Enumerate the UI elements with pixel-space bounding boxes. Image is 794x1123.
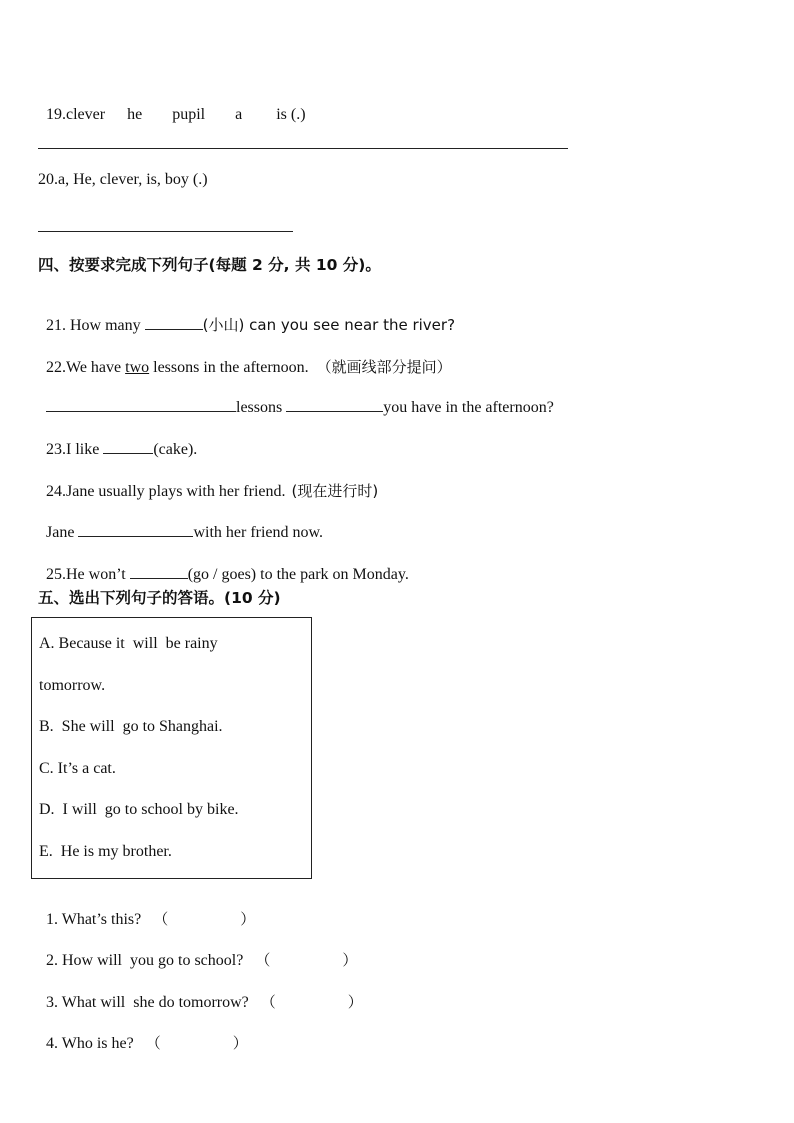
q23-text-post: (cake). — [153, 441, 198, 458]
option-b: B. She will go to Shanghai. — [39, 718, 223, 735]
q22-answer-row — [38, 379, 554, 417]
match-question-text: 1. What’s this? — [46, 911, 142, 928]
option-a-continued: tomorrow. — [39, 677, 106, 694]
q22-blank-1[interactable] — [46, 397, 236, 412]
q22-text-post: lessons in the afternoon. — [149, 359, 309, 376]
match-question-1 — [38, 890, 255, 929]
section-5-heading: 五、选出下列句子的答语。(10 分) — [38, 589, 281, 607]
q19-word: he — [127, 106, 143, 123]
answer-paren-open: （ — [153, 910, 169, 928]
question-19 — [38, 88, 306, 124]
q19-word: is (.) — [276, 106, 306, 123]
answer-paren-close: ） — [240, 910, 256, 928]
question-24 — [38, 462, 378, 501]
match-question-2 — [38, 931, 357, 970]
q22-blank-2[interactable] — [286, 397, 383, 412]
match-question-text: 3. What will she do tomorrow? — [46, 994, 249, 1011]
answer-paren-close: ） — [342, 951, 358, 969]
answer-paren-close: ） — [232, 1034, 248, 1052]
q22-underlined-word: two — [125, 359, 150, 376]
q19-answer-line[interactable] — [38, 148, 568, 149]
q24-answer-post: with her friend now. — [193, 524, 324, 541]
question-22 — [38, 338, 452, 377]
q22-answer-mid: lessons — [236, 399, 287, 416]
q22-text: 22.We have — [46, 359, 126, 376]
question-23 — [38, 421, 197, 459]
q25-blank[interactable] — [130, 564, 188, 579]
q24-text: 24.Jane usually plays with her friend. — [46, 483, 286, 500]
q22-answer-post: you have in the afternoon? — [383, 399, 554, 416]
answer-paren-open: （ — [145, 1034, 161, 1052]
q23-text: 23.I like — [46, 441, 104, 458]
option-a: A. Because it will be rainy — [39, 635, 218, 652]
match-question-4 — [38, 1014, 248, 1053]
q19-word: clever — [66, 106, 106, 123]
q19-number: 19. — [46, 106, 66, 123]
q24-blank[interactable] — [78, 522, 193, 537]
answer-options-box — [31, 617, 312, 879]
q21-text-post: (小山) can you see near the river? — [202, 316, 456, 334]
option-c: C. It’s a cat. — [39, 760, 116, 777]
q19-word: pupil — [172, 106, 206, 123]
q19-word: a — [235, 106, 243, 123]
answer-paren-open: （ — [255, 951, 271, 969]
match-question-text: 2. How will you go to school? — [46, 952, 244, 969]
question-21 — [38, 296, 455, 335]
q21-blank[interactable] — [145, 315, 203, 330]
q24-answer-row — [38, 504, 323, 542]
answer-paren-open: （ — [260, 993, 276, 1011]
section-4-heading: 四、按要求完成下列句子(每题 2 分, 共 10 分)。 — [38, 256, 381, 274]
option-e: E. He is my brother. — [39, 843, 172, 860]
q25-text: 25.He won’t — [46, 566, 130, 583]
match-question-3 — [38, 973, 363, 1012]
q20-answer-line[interactable] — [38, 231, 293, 232]
q21-text: 21. How many — [46, 317, 145, 334]
q23-blank[interactable] — [103, 439, 153, 454]
question-25 — [38, 546, 409, 584]
option-d: D. I will go to school by bike. — [39, 801, 239, 818]
q25-text-post: (go / goes) to the park on Monday. — [187, 566, 409, 583]
q22-instruction: （就画线部分提问） — [316, 358, 452, 376]
q24-instruction: (现在进行时) — [291, 482, 379, 500]
question-20: 20.a, He, clever, is, boy (.) — [38, 171, 208, 188]
answer-paren-close: ） — [347, 993, 363, 1011]
q24-answer-pre: Jane — [46, 524, 79, 541]
match-question-text: 4. Who is he? — [46, 1035, 134, 1052]
